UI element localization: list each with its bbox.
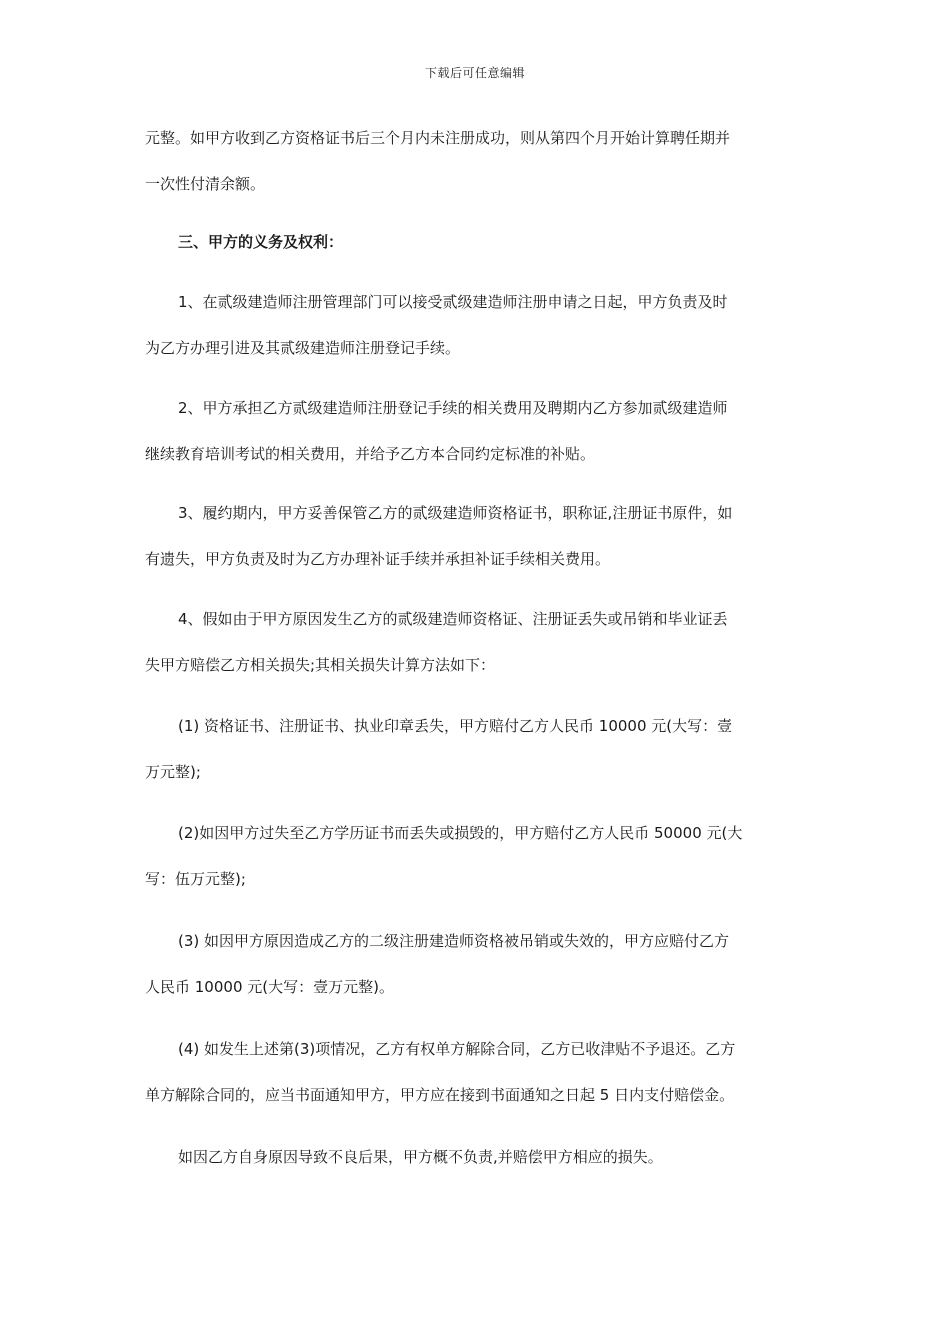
paragraph-line: (4) 如发生上述第(3)项情况，乙方有权单方解除合同，乙方已收津贴不予退还。乙方 [178, 1040, 736, 1058]
paragraph [145, 1026, 805, 1118]
paragraph-line: 万元整); [145, 763, 201, 781]
paragraph-line: 写：伍万元整); [145, 870, 246, 888]
paragraph-line: (1) 资格证书、注册证书、执业印章丢失，甲方赔付乙方人民币 10000 元(大写：壹 [178, 717, 733, 735]
paragraph-line: 2、甲方承担乙方贰级建造师注册登记手续的相关费用及聘期内乙方参加贰级建造师 [178, 399, 728, 417]
heading-text: 三、甲方的义务及权利： [178, 233, 344, 251]
paragraph-line: 失甲方赔偿乙方相关损失;其相关损失计算方法如下： [145, 656, 496, 674]
paragraph-line: (2)如因甲方过失至乙方学历证书而丢失或损毁的，甲方赔付乙方人民币 50000 元(大 [178, 824, 743, 842]
paragraph [145, 279, 805, 371]
paragraph [145, 115, 805, 207]
paragraph-line: 人民币 10000 元(大写：壹万元整)。 [145, 978, 394, 996]
paragraph [145, 596, 805, 688]
paragraph-line: 一次性付清余额。 [145, 175, 266, 193]
paragraph [145, 918, 805, 1010]
paragraph-line: 3、履约期内，甲方妥善保管乙方的贰级建造师资格证书，职称证,注册证书原件，如 [178, 504, 733, 522]
paragraph-line: 单方解除合同的，应当书面通知甲方，甲方应在接到书面通知之日起 5 日内支付赔偿金。 [145, 1086, 735, 1104]
page-header: 下载后可任意编辑 [424, 66, 525, 80]
paragraph-line: 元整。如甲方收到乙方资格证书后三个月内未注册成功，则从第四个月开始计算聘任期并 [145, 129, 731, 147]
paragraph-line: 继续教育培训考试的相关费用，并给予乙方本合同约定标准的补贴。 [145, 445, 596, 463]
paragraph-line: 为乙方办理引进及其贰级建造师注册登记手续。 [145, 339, 461, 357]
paragraph [145, 490, 805, 582]
paragraph-line: 有遗失，甲方负责及时为乙方办理补证手续并承担补证手续相关费用。 [145, 550, 611, 568]
paragraph [145, 703, 805, 795]
paragraph [145, 1134, 805, 1180]
paragraph [145, 810, 805, 902]
paragraph-line: 如因乙方自身原因导致不良后果，甲方概不负责,并赔偿甲方相应的损失。 [178, 1148, 663, 1166]
paragraph [145, 385, 805, 477]
paragraph-line: 1、在贰级建造师注册管理部门可以接受贰级建造师注册申请之日起，甲方负责及时 [178, 293, 728, 311]
paragraph-line: 4、假如由于甲方原因发生乙方的贰级建造师资格证、注册证丢失或吊销和毕业证丢 [178, 610, 728, 628]
section-heading [178, 219, 838, 265]
paragraph-line: (3) 如因甲方原因造成乙方的二级注册建造师资格被吊销或失效的，甲方应赔付乙方 [178, 932, 730, 950]
